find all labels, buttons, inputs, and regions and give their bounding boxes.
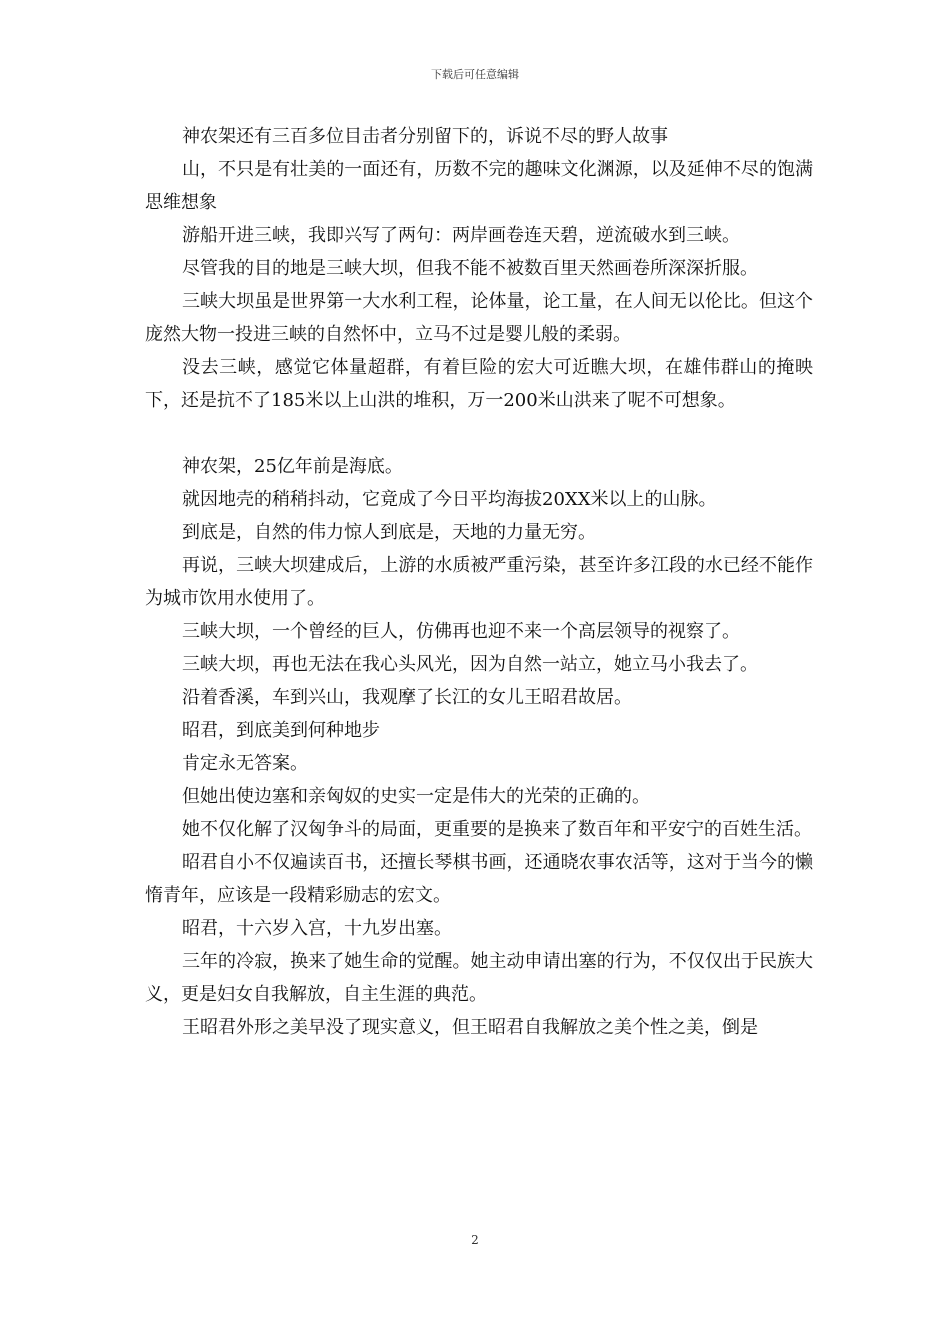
paragraph: 三峡大坝虽是世界第一大水利工程，论体量，论工量，在人间无以伦比。但这个庞然大物一投进三峡的自然怀中，立马不过是婴儿般的柔弱。	[145, 291, 813, 345]
paragraph: 再说，三峡大坝建成后，上游的水质被严重污染，甚至许多江段的水已经不能作为城市饮用水使用了。	[145, 555, 813, 609]
paragraph: 尽管我的目的地是三峡大坝，但我不能不被数百里天然画卷所深深折服。	[182, 258, 758, 279]
paragraph: 王昭君外形之美早没了现实意义，但王昭君自我解放之美个性之美，倒是	[182, 1017, 758, 1038]
paragraph: 她不仅化解了汉匈争斗的局面，更重要的是换来了数百年和平安宁的百姓生活。	[182, 819, 812, 840]
paragraph: 但她出使边塞和亲匈奴的史实一定是伟大的光荣的正确的。	[182, 786, 650, 807]
paragraph: 昭君自小不仅遍读百书，还擅长琴棋书画，还通晓农事农活等，这对于当今的懒惰青年，应该是一段精彩励志的宏文。	[145, 852, 813, 906]
paragraph: 就因地壳的稍稍抖动，它竟成了今日平均海拔20XX米以上的山脉。	[182, 489, 717, 510]
paragraph: 三峡大坝，再也无法在我心头风光，因为自然一站立，她立马小我去了。	[182, 654, 758, 675]
paragraph: 肯定永无答案。	[182, 753, 308, 774]
paragraph: 三年的冷寂，换来了她生命的觉醒。她主动申请出塞的行为，不仅仅出于民族大义，更是妇女自我解放，自主生涯的典范。	[145, 951, 813, 1005]
page-number: 2	[471, 1233, 479, 1247]
paragraph: 游船开进三峡，我即兴写了两句：两岸画卷连天碧，逆流破水到三峡。	[182, 225, 740, 246]
paragraph: 昭君，到底美到何种地步	[182, 720, 380, 741]
paragraph: 昭君，十六岁入宫，十九岁出塞。	[182, 918, 452, 939]
paragraph: 没去三峡，感觉它体量超群，有着巨险的宏大可近瞧大坝，在雄伟群山的掩映下，还是抗不了185米以上山洪的堆积，万一200米山洪来了呢不可想象。	[145, 357, 813, 411]
paragraph: 山，不只是有壮美的一面还有，历数不完的趣味文化渊源，以及延伸不尽的饱满思维想象	[145, 159, 813, 213]
paragraph: 到底是，自然的伟力惊人到底是，天地的力量无穷。	[182, 522, 596, 543]
paragraph: 神农架还有三百多位目击者分别留下的，诉说不尽的野人故事	[182, 126, 668, 147]
paragraph: 三峡大坝，一个曾经的巨人，仿佛再也迎不来一个高层领导的视察了。	[182, 621, 740, 642]
paragraph: 神农架，25亿年前是海底。	[182, 456, 403, 477]
paragraph: 沿着香溪，车到兴山，我观摩了长江的女儿王昭君故居。	[182, 687, 632, 708]
page-header: 下载后可任意编辑	[431, 68, 519, 81]
document-body	[145, 120, 813, 1044]
